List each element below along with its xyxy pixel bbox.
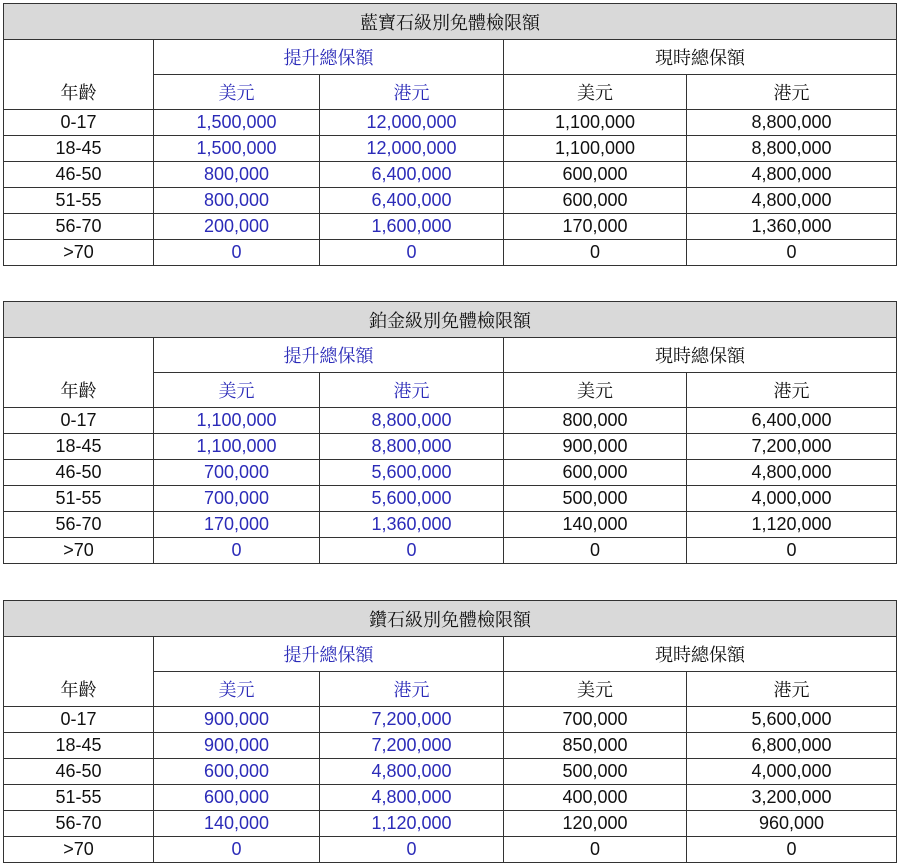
current-hkd-header: 港元: [687, 672, 897, 707]
table-row: [4, 136, 897, 162]
table-row: [4, 240, 897, 266]
upgraded-usd-cell: 1,500,000: [154, 110, 320, 136]
table-row: [4, 785, 897, 811]
current-hkd-cell: 4,000,000: [687, 486, 897, 512]
current-usd-header: 美元: [504, 75, 687, 110]
table-row: [4, 162, 897, 188]
current-hkd-cell: 1,120,000: [687, 512, 897, 538]
upgraded-hkd-cell: 6,400,000: [320, 188, 504, 214]
current-hkd-header: 港元: [687, 373, 897, 408]
age-cell: 46-50: [4, 759, 154, 785]
age-cell: 51-55: [4, 785, 154, 811]
current-hkd-cell: 4,800,000: [687, 162, 897, 188]
upgraded-usd-header: 美元: [154, 672, 320, 707]
table-row: [4, 733, 897, 759]
current-hkd-cell: 8,800,000: [687, 136, 897, 162]
table-row: [4, 707, 897, 733]
table-row: [4, 214, 897, 240]
current-hkd-cell: 0: [687, 240, 897, 266]
age-cell: 46-50: [4, 460, 154, 486]
current-hkd-cell: 960,000: [687, 811, 897, 837]
age-header: 年齡: [4, 75, 154, 110]
upgraded-usd-cell: 700,000: [154, 486, 320, 512]
current-hkd-cell: 7,200,000: [687, 434, 897, 460]
age-cell: 18-45: [4, 434, 154, 460]
upgraded-hkd-cell: 1,600,000: [320, 214, 504, 240]
age-cell: 0-17: [4, 408, 154, 434]
table-row: [4, 538, 897, 564]
upgraded-hkd-cell: 5,600,000: [320, 486, 504, 512]
current-usd-cell: 800,000: [504, 408, 687, 434]
age-cell: 51-55: [4, 188, 154, 214]
upgraded-usd-cell: 1,100,000: [154, 434, 320, 460]
upgraded-sum-header: 提升總保額: [154, 338, 504, 373]
corner-cell: [4, 338, 154, 373]
current-hkd-cell: 5,600,000: [687, 707, 897, 733]
current-sum-header: 現時總保額: [504, 40, 897, 75]
table-title: 鉑金級別免體檢限額: [4, 302, 897, 338]
upgraded-hkd-cell: 4,800,000: [320, 785, 504, 811]
table-row: [4, 512, 897, 538]
upgraded-hkd-cell: 8,800,000: [320, 434, 504, 460]
current-usd-cell: 600,000: [504, 188, 687, 214]
upgraded-hkd-header: 港元: [320, 75, 504, 110]
current-hkd-cell: 4,800,000: [687, 460, 897, 486]
upgraded-hkd-cell: 7,200,000: [320, 733, 504, 759]
age-cell: 56-70: [4, 811, 154, 837]
age-cell: >70: [4, 538, 154, 564]
current-usd-cell: 700,000: [504, 707, 687, 733]
upgraded-usd-cell: 0: [154, 837, 320, 863]
age-cell: 18-45: [4, 733, 154, 759]
upgraded-usd-cell: 1,500,000: [154, 136, 320, 162]
table-row: [4, 837, 897, 863]
table-row: [4, 486, 897, 512]
upgraded-usd-cell: 600,000: [154, 785, 320, 811]
current-hkd-cell: 8,800,000: [687, 110, 897, 136]
table-row: [4, 110, 897, 136]
corner-cell: [4, 40, 154, 75]
upgraded-usd-cell: 900,000: [154, 733, 320, 759]
upgraded-hkd-cell: 4,800,000: [320, 759, 504, 785]
upgraded-hkd-cell: 6,400,000: [320, 162, 504, 188]
age-cell: 0-17: [4, 110, 154, 136]
current-hkd-cell: 3,200,000: [687, 785, 897, 811]
upgraded-hkd-cell: 0: [320, 240, 504, 266]
upgraded-sum-header: 提升總保額: [154, 637, 504, 672]
table-title: 藍寶石級別免體檢限額: [4, 4, 897, 40]
table-row: [4, 188, 897, 214]
current-usd-cell: 500,000: [504, 486, 687, 512]
sapphire-limit-table: [3, 3, 897, 266]
current-usd-cell: 1,100,000: [504, 110, 687, 136]
table-row: [4, 408, 897, 434]
current-usd-cell: 0: [504, 837, 687, 863]
current-hkd-cell: 4,800,000: [687, 188, 897, 214]
current-hkd-cell: 4,000,000: [687, 759, 897, 785]
current-usd-cell: 600,000: [504, 460, 687, 486]
upgraded-hkd-cell: 7,200,000: [320, 707, 504, 733]
corner-cell: [4, 637, 154, 672]
current-hkd-cell: 6,400,000: [687, 408, 897, 434]
current-usd-header: 美元: [504, 672, 687, 707]
current-hkd-cell: 1,360,000: [687, 214, 897, 240]
table-row: [4, 434, 897, 460]
upgraded-usd-cell: 0: [154, 538, 320, 564]
age-cell: 46-50: [4, 162, 154, 188]
upgraded-hkd-header: 港元: [320, 373, 504, 408]
upgraded-usd-cell: 1,100,000: [154, 408, 320, 434]
upgraded-usd-header: 美元: [154, 75, 320, 110]
upgraded-usd-cell: 200,000: [154, 214, 320, 240]
upgraded-usd-cell: 140,000: [154, 811, 320, 837]
upgraded-hkd-cell: 1,120,000: [320, 811, 504, 837]
age-cell: 56-70: [4, 214, 154, 240]
current-usd-cell: 850,000: [504, 733, 687, 759]
upgraded-usd-cell: 900,000: [154, 707, 320, 733]
current-hkd-header: 港元: [687, 75, 897, 110]
upgraded-hkd-cell: 12,000,000: [320, 110, 504, 136]
upgraded-usd-cell: 170,000: [154, 512, 320, 538]
upgraded-hkd-cell: 5,600,000: [320, 460, 504, 486]
table-row: [4, 811, 897, 837]
current-usd-cell: 400,000: [504, 785, 687, 811]
upgraded-hkd-header: 港元: [320, 672, 504, 707]
current-usd-cell: 0: [504, 538, 687, 564]
current-usd-header: 美元: [504, 373, 687, 408]
age-header: 年齡: [4, 373, 154, 408]
upgraded-usd-cell: 800,000: [154, 162, 320, 188]
current-hkd-cell: 0: [687, 538, 897, 564]
current-sum-header: 現時總保額: [504, 338, 897, 373]
table-row: [4, 759, 897, 785]
table-row: [4, 460, 897, 486]
upgraded-usd-cell: 0: [154, 240, 320, 266]
upgraded-usd-cell: 700,000: [154, 460, 320, 486]
table-title: 鑽石級別免體檢限額: [4, 601, 897, 637]
current-usd-cell: 140,000: [504, 512, 687, 538]
upgraded-hkd-cell: 0: [320, 538, 504, 564]
diamond-limit-table: [3, 600, 897, 863]
current-usd-cell: 120,000: [504, 811, 687, 837]
current-sum-header: 現時總保額: [504, 637, 897, 672]
platinum-limit-table: [3, 301, 897, 564]
current-usd-cell: 170,000: [504, 214, 687, 240]
current-usd-cell: 0: [504, 240, 687, 266]
upgraded-usd-cell: 800,000: [154, 188, 320, 214]
upgraded-hkd-cell: 1,360,000: [320, 512, 504, 538]
current-hkd-cell: 6,800,000: [687, 733, 897, 759]
upgraded-usd-cell: 600,000: [154, 759, 320, 785]
age-cell: 51-55: [4, 486, 154, 512]
current-usd-cell: 900,000: [504, 434, 687, 460]
upgraded-usd-header: 美元: [154, 373, 320, 408]
upgraded-hkd-cell: 8,800,000: [320, 408, 504, 434]
age-cell: 56-70: [4, 512, 154, 538]
upgraded-sum-header: 提升總保額: [154, 40, 504, 75]
age-cell: 18-45: [4, 136, 154, 162]
current-usd-cell: 500,000: [504, 759, 687, 785]
age-cell: >70: [4, 240, 154, 266]
current-usd-cell: 600,000: [504, 162, 687, 188]
current-usd-cell: 1,100,000: [504, 136, 687, 162]
age-header: 年齡: [4, 672, 154, 707]
age-cell: 0-17: [4, 707, 154, 733]
age-cell: >70: [4, 837, 154, 863]
upgraded-hkd-cell: 0: [320, 837, 504, 863]
upgraded-hkd-cell: 12,000,000: [320, 136, 504, 162]
current-hkd-cell: 0: [687, 837, 897, 863]
